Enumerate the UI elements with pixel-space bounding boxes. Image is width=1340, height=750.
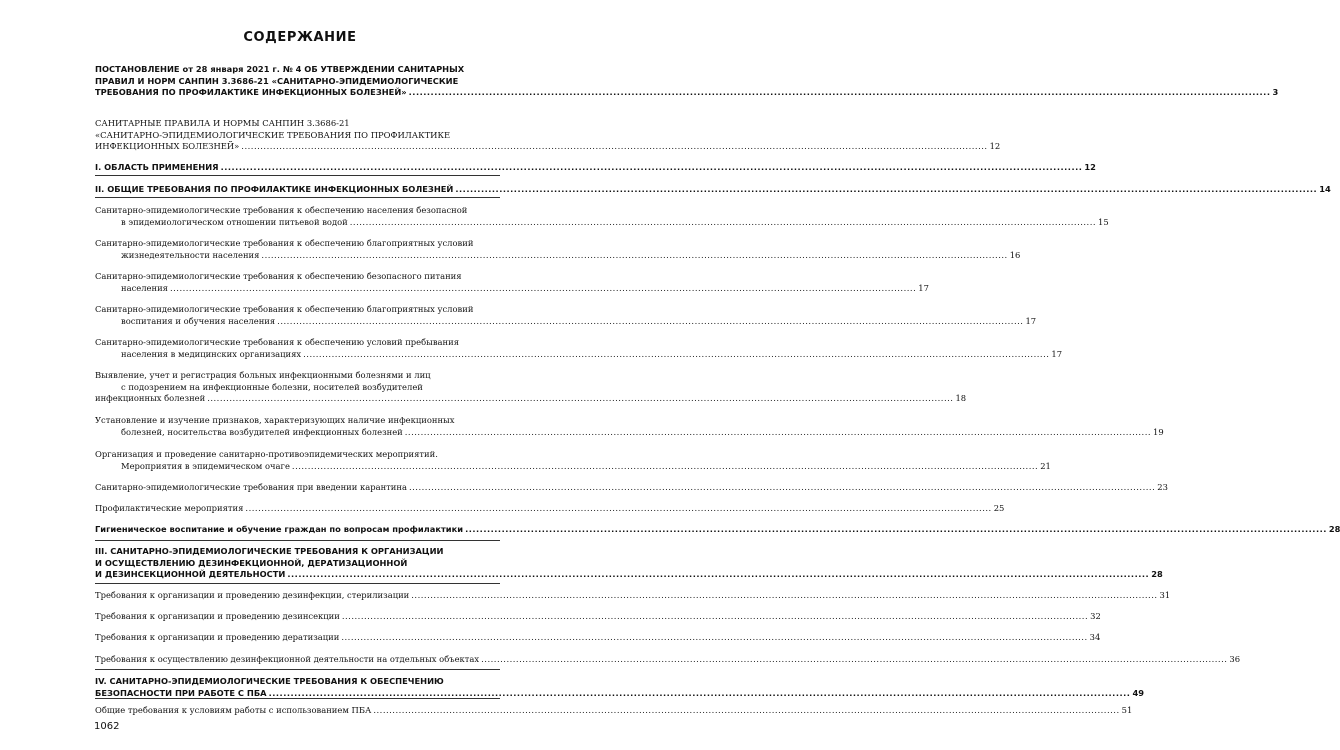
dot-leader — [341, 632, 1087, 642]
toc-entry-title-line: Требования к организации и проведению дезинфекции, стерилизации — [95, 590, 410, 600]
toc-entry-title-line: Санитарно-эпидемиологические требования к обеспечению благоприятных условий — [95, 238, 474, 248]
toc-entry[interactable] — [95, 449, 1051, 472]
toc-entry[interactable] — [95, 611, 1101, 623]
toc-entry-title-line: Санитарно-эпидемиологические требования к обеспечению благоприятных условий — [95, 304, 474, 314]
dot-leader — [409, 482, 1155, 492]
toc-page-number: 12 — [1084, 162, 1096, 172]
toc-entry-title-line: IV. САНИТАРНО-ЭПИДЕМИОЛОГИЧЕСКИЕ ТРЕБОВАНИЯ К ОБЕСПЕЧЕНИЮ — [95, 676, 444, 686]
toc-entry-title-line: БЕЗОПАСНОСТИ ПРИ РАБОТЕ С ПБА — [95, 687, 267, 698]
toc-entry-title-line: с подозрением на инфекционные болезни, носителей возбудителей — [121, 381, 423, 392]
page-title: СОДЕРЖАНИЕ — [243, 30, 357, 45]
toc-entry-title-line: болезней, носительства возбудителей инфекционных болезней — [121, 426, 403, 437]
toc-page-number: 28 — [1328, 524, 1340, 534]
dot-leader — [405, 427, 1151, 437]
dot-leader — [455, 184, 1317, 194]
toc-entry[interactable] — [95, 184, 1331, 196]
section-divider — [95, 583, 500, 584]
toc-entry-title-line: воспитания и обучения населения — [121, 315, 276, 326]
toc-entry-title-line: в эпидемиологическом отношении питьевой водой — [121, 216, 348, 227]
toc-page-number: 31 — [1159, 590, 1171, 600]
toc-entry[interactable] — [95, 415, 1164, 438]
dot-leader — [303, 349, 1049, 359]
toc-entry-title-line: ИНФЕКЦИОННЫХ БОЛЕЗНЕЙ» — [95, 141, 240, 151]
toc-entry-title-line: Организация и проведение санитарно-противоэпидемических мероприятий. — [95, 449, 438, 459]
toc-page-number: 25 — [993, 503, 1005, 513]
section-divider — [95, 698, 500, 699]
toc-page-number: 19 — [1153, 426, 1164, 437]
toc-entry-title-line: Выявление, учет и регистрация больных инфекционными болезнями и лиц — [95, 370, 431, 380]
toc-entry-title-line: Профилактические мероприятия — [95, 503, 244, 513]
toc-page-number: 34 — [1089, 632, 1101, 642]
toc-entry[interactable] — [95, 370, 967, 405]
dot-leader — [287, 569, 1149, 579]
dot-leader — [481, 654, 1227, 664]
toc-entry-title-line: Установление и изучение признаков, характеризующих наличие инфекционных — [95, 415, 455, 425]
dot-leader — [411, 590, 1157, 600]
toc-entry-title-line: ПОСТАНОВЛЕНИЕ от 28 января 2021 г. № 4 ОБ УТВЕРЖДЕНИИ САНИТАРНЫХ — [95, 64, 465, 74]
toc-entry[interactable] — [95, 676, 1144, 699]
toc-entry[interactable] — [95, 238, 1021, 261]
toc-page-number: 21 — [1040, 460, 1051, 471]
toc-entry-title-line: Мероприятия в эпидемическом очаге — [121, 460, 290, 471]
toc-entry-title-line: населения в медицинских организациях — [121, 348, 302, 359]
dot-leader — [292, 461, 1038, 471]
toc-entry[interactable] — [95, 705, 1133, 717]
toc-page-number: 18 — [955, 393, 967, 403]
toc-page-number: 51 — [1121, 705, 1133, 715]
toc-page-number: 32 — [1090, 611, 1101, 621]
toc-page-number: 49 — [1132, 687, 1144, 698]
page-number: 1062 — [94, 721, 120, 732]
toc-entry[interactable] — [95, 162, 1096, 174]
toc-entry-title-line: И ДЕЗИНСЕКЦИОННОЙ ДЕЯТЕЛЬНОСТИ — [95, 569, 286, 579]
toc-entry-title-line: И ОСУЩЕСТВЛЕНИЮ ДЕЗИНФЕКЦИОННОЙ, ДЕРАТИЗАЦИОННОЙ — [95, 557, 408, 568]
dot-leader — [342, 611, 1088, 621]
section-divider — [95, 669, 500, 670]
toc-entry[interactable] — [95, 632, 1101, 644]
toc-page-number: 17 — [1025, 315, 1037, 326]
toc-entry[interactable] — [95, 64, 1279, 99]
toc-entry[interactable] — [95, 118, 1001, 153]
dot-leader — [221, 162, 1083, 172]
toc-entry[interactable] — [95, 482, 1168, 494]
toc-entry[interactable] — [95, 304, 1037, 327]
toc-entry-title-line: инфекционных болезней — [95, 393, 206, 403]
dot-leader — [269, 688, 1131, 698]
toc-entry-title-line: Санитарно-эпидемиологические требования к обеспечению населения безопасной — [95, 205, 468, 215]
toc-entry[interactable] — [95, 205, 1109, 228]
dot-leader — [350, 217, 1096, 227]
toc-entry[interactable] — [95, 503, 1005, 515]
toc-page-number: 17 — [918, 282, 929, 293]
toc-entry-title-line: Требования к осуществлению дезинфекционной деятельности на отдельных объектах — [95, 654, 480, 664]
toc-entry-title-line: ТРЕБОВАНИЯ ПО ПРОФИЛАКТИКЕ ИНФЕКЦИОННЫХ БОЛЕЗНЕЙ» — [95, 87, 407, 97]
toc-entry-title-line: II. ОБЩИЕ ТРЕБОВАНИЯ ПО ПРОФИЛАКТИКЕ ИНФЕКЦИОННЫХ БОЛЕЗНЕЙ — [95, 184, 454, 194]
toc-entry[interactable] — [95, 546, 1163, 581]
toc-entry-title-line: Санитарно-эпидемиологические требования к обеспечению условий пребывания — [95, 337, 459, 347]
toc-entry-title-line: «САНИТАРНО-ЭПИДЕМИОЛОГИЧЕСКИЕ ТРЕБОВАНИЯ ПО ПРОФИЛАКТИКЕ — [95, 129, 451, 140]
toc-entry-title-line: населения — [121, 282, 168, 293]
dot-leader — [170, 283, 916, 293]
toc-entry-title-line: ПРАВИЛ И НОРМ САНПИН 3.3686-21 «САНИТАРНО-ЭПИДЕМИОЛОГИЧЕСКИЕ — [95, 75, 459, 86]
toc-entry-title-line: Гигиеническое воспитание и обучение граждан по вопросам профилактики — [95, 524, 464, 534]
section-divider — [95, 540, 500, 541]
dot-leader — [373, 705, 1119, 715]
toc-entry-title-line: Требования к организации и проведению дератизации — [95, 632, 340, 642]
dot-leader — [207, 393, 953, 403]
toc-page-number: 16 — [1009, 249, 1021, 260]
toc-entry-title-line: САНИТАРНЫЕ ПРАВИЛА И НОРМЫ САНПИН 3.3686-21 — [95, 118, 350, 128]
toc-page-number: 15 — [1098, 216, 1109, 227]
toc-entry-title-line: Санитарно-эпидемиологические требования при введении карантина — [95, 482, 407, 492]
toc-entry[interactable] — [95, 337, 1063, 360]
toc-entry-title-line: Общие требования к условиям работы с использованием ПБА — [95, 705, 372, 715]
section-divider — [95, 175, 500, 176]
section-divider — [95, 197, 500, 198]
toc-page-number: 36 — [1229, 654, 1241, 664]
toc-page-number: 23 — [1157, 482, 1168, 492]
toc-entry[interactable] — [95, 590, 1171, 602]
toc-entry[interactable] — [95, 654, 1241, 666]
toc-page-number: 17 — [1051, 348, 1063, 359]
toc-page-number: 14 — [1319, 184, 1331, 194]
toc-entry-title-line: III. САНИТАРНО-ЭПИДЕМИОЛОГИЧЕСКИЕ ТРЕБОВАНИЯ К ОРГАНИЗАЦИИ — [95, 546, 444, 556]
toc-entry[interactable] — [95, 271, 929, 294]
toc-entry-title-line: Санитарно-эпидемиологические требования к обеспечению безопасного питания — [95, 271, 462, 281]
toc-page-number: 28 — [1151, 569, 1163, 579]
dot-leader — [465, 524, 1327, 534]
dot-leader — [277, 316, 1023, 326]
toc-page-number: 3 — [1272, 87, 1279, 97]
toc-entry-title-line: жизнедеятельности населения — [121, 249, 260, 260]
toc-page-number: 12 — [989, 141, 1001, 151]
dot-leader — [261, 250, 1007, 260]
dot-leader — [409, 87, 1271, 97]
dot-leader — [245, 503, 991, 513]
toc-entry[interactable] — [95, 524, 1340, 536]
toc-entry-title-line: I. ОБЛАСТЬ ПРИМЕНЕНИЯ — [95, 162, 219, 172]
toc-entry-title-line: Требования к организации и проведению дезинсекции — [95, 611, 340, 621]
dot-leader — [241, 141, 987, 151]
